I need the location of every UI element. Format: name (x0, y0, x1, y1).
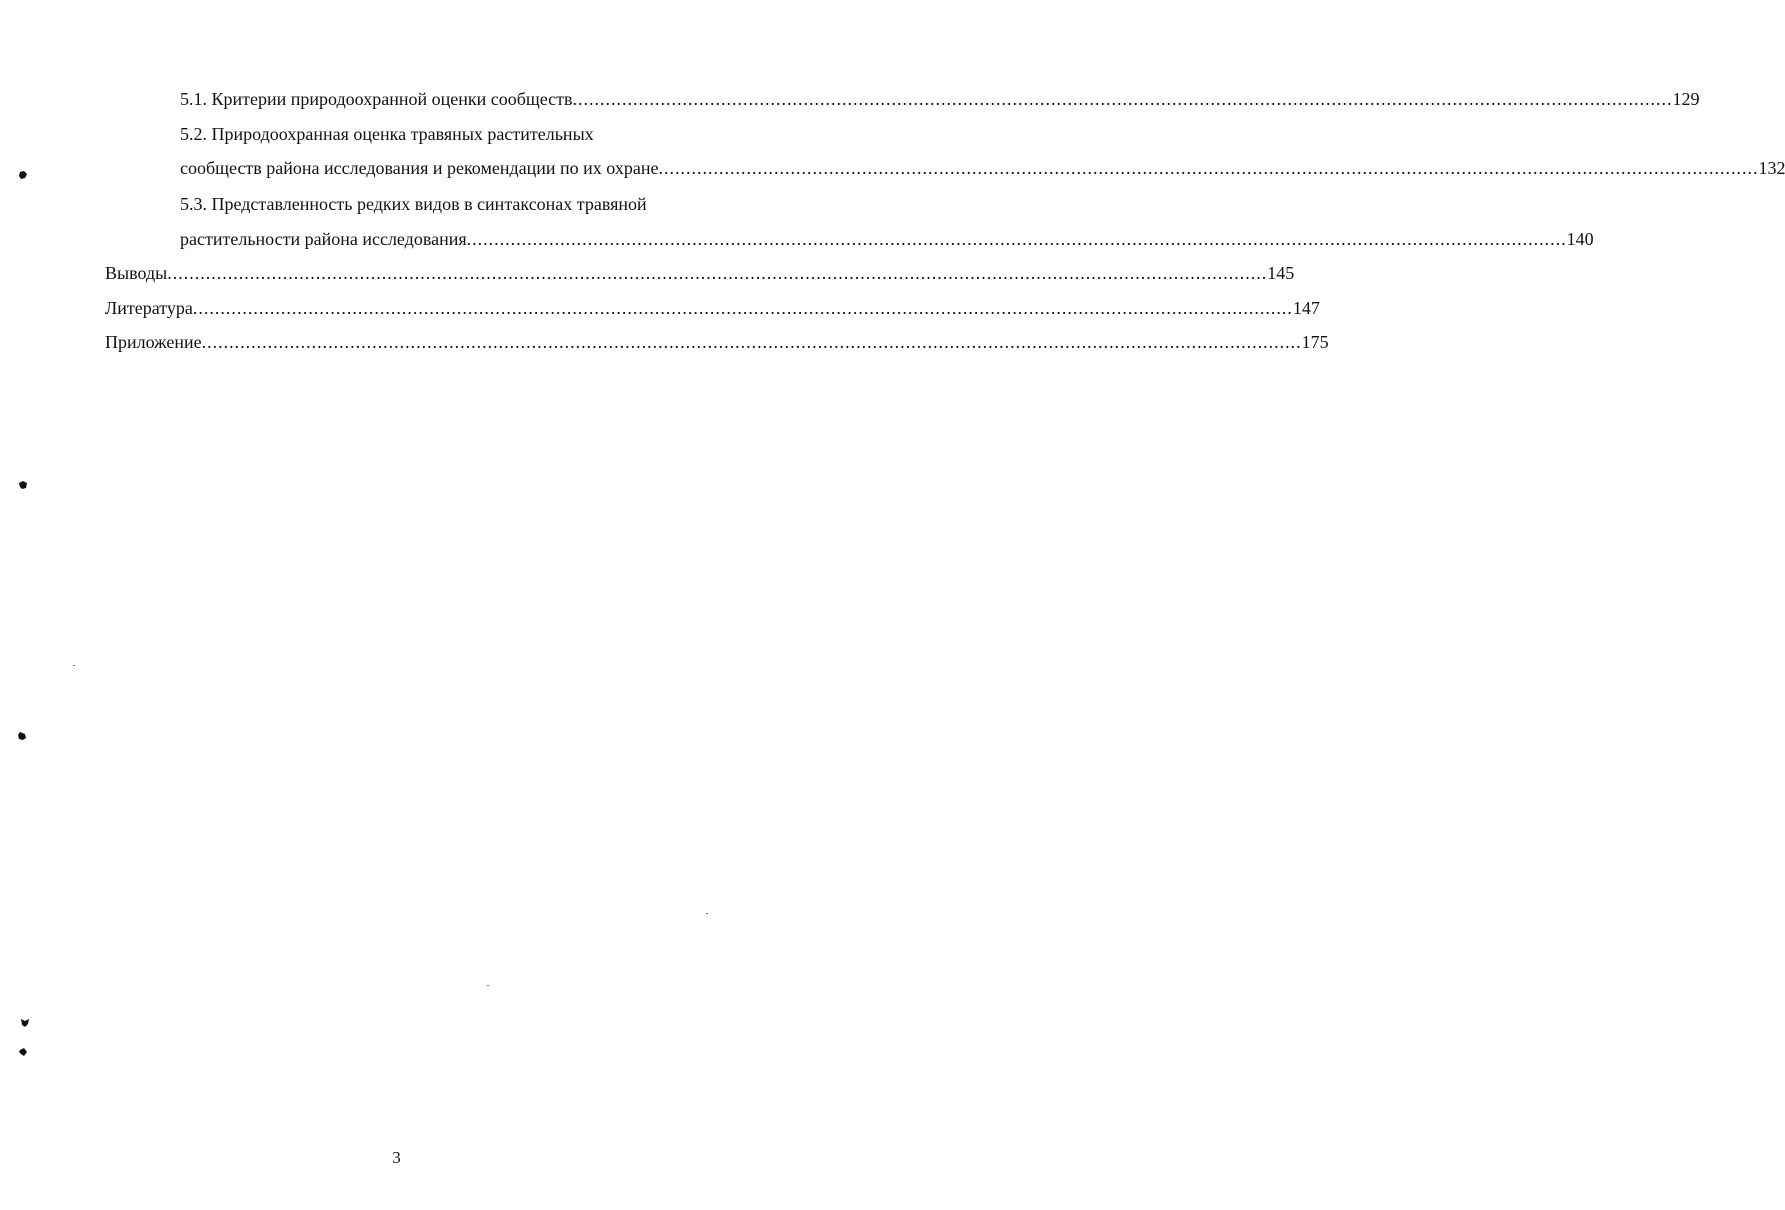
toc-entry-page: 145 (1267, 263, 1295, 283)
toc-entry-5-2 (180, 157, 1785, 179)
punch-mark-icon (18, 480, 28, 490)
punch-mark-icon (20, 1018, 30, 1028)
toc-leader-dots: ........................................................................................................................................................................................................ (572, 89, 1673, 109)
scan-speck (706, 913, 708, 914)
punch-mark-icon (18, 170, 28, 180)
toc-entry-5-1 (180, 88, 1700, 110)
page-number: 3 (392, 1148, 401, 1167)
toc-leader-dots: ........................................................................................................................................................................................................ (192, 298, 1293, 318)
toc-entry-appendix (105, 331, 1329, 353)
toc-entry-page: 129 (1672, 89, 1700, 109)
toc-entry-page: 147 (1292, 298, 1320, 318)
toc-entry-text: сообществ района исследования и рекомендации по их охране (180, 158, 659, 178)
punch-mark-icon (18, 1047, 28, 1057)
toc-entry-references (105, 297, 1320, 319)
toc-leader-dots: ........................................................................................................................................................................................................ (658, 158, 1759, 178)
toc-entry-text: Приложение (105, 332, 202, 352)
toc-entry-page: 140 (1566, 229, 1594, 249)
punch-mark-icon (17, 731, 27, 741)
toc-entry-conclusions (105, 262, 1295, 284)
toc-leader-dots: ........................................................................................................................................................................................................ (167, 263, 1268, 283)
scan-speck (73, 665, 75, 666)
toc-entry-text: растительности района исследования (180, 229, 467, 249)
toc-entry-5-3 (180, 228, 1594, 250)
toc-entry-5-2-line1: 5.2. Природоохранная оценка травяных растительных (180, 124, 594, 144)
toc-entry-page: 175 (1301, 332, 1329, 352)
toc-entry-5-3-line1: 5.3. Представленность редких видов в синтаксонах травяной (180, 194, 647, 214)
toc-entry-text: Литература (105, 298, 193, 318)
toc-leader-dots: ........................................................................................................................................................................................................ (466, 229, 1567, 249)
toc-entry-page: 132 (1758, 158, 1785, 178)
scan-speck (487, 985, 489, 986)
toc-entry-text: 5.1. Критерии природоохранной оценки сообществ (180, 89, 573, 109)
toc-leader-dots: ........................................................................................................................................................................................................ (201, 332, 1302, 352)
toc-entry-text: Выводы (105, 263, 168, 283)
